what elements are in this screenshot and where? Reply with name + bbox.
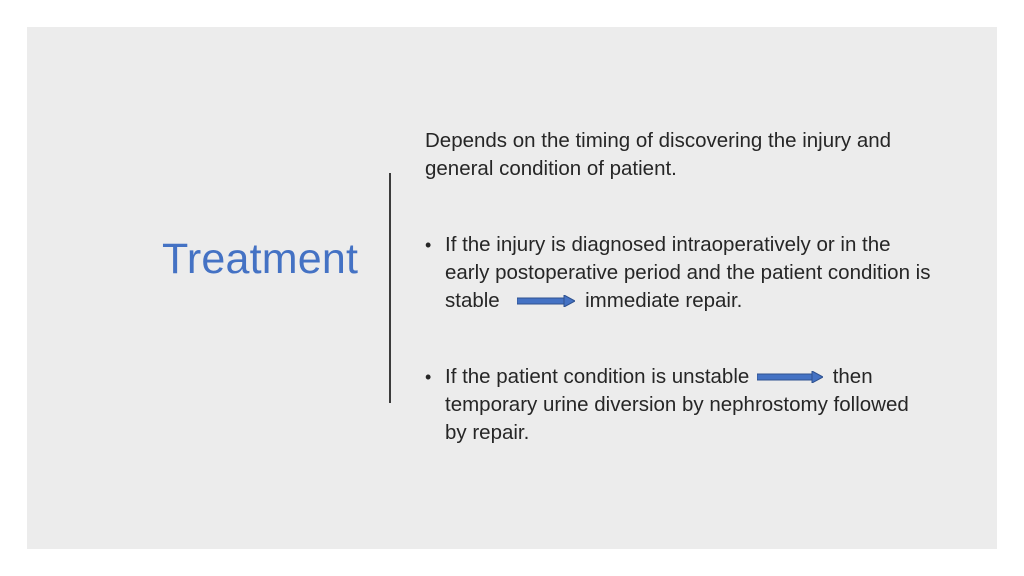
- slide-background: [27, 27, 997, 549]
- slide-title: Treatment: [162, 235, 359, 283]
- bullet-item-2: [425, 363, 935, 447]
- bullet-item-1: [425, 231, 935, 315]
- bullet-dot: •: [425, 367, 432, 387]
- intro-text: Depends on the timing of discovering the injury and general condition of patient.: [425, 129, 892, 180]
- bullet-2-text-before: If the patient condition is unstable: [445, 365, 750, 388]
- bullet-2-text-after: then temporary urine diversion by nephrostomy followed by repair.: [445, 365, 909, 444]
- slide-body: [425, 127, 945, 447]
- right-arrow-icon: [757, 371, 823, 383]
- vertical-divider: [389, 173, 391, 403]
- bullet-1-text-after: immediate repair.: [585, 289, 743, 312]
- bullet-1-text-before: If the injury is diagnosed intraoperatively or in the early postoperative period and the patient condition is stable: [445, 233, 931, 312]
- bullet-dot: •: [425, 235, 432, 255]
- right-arrow-icon: [517, 295, 575, 307]
